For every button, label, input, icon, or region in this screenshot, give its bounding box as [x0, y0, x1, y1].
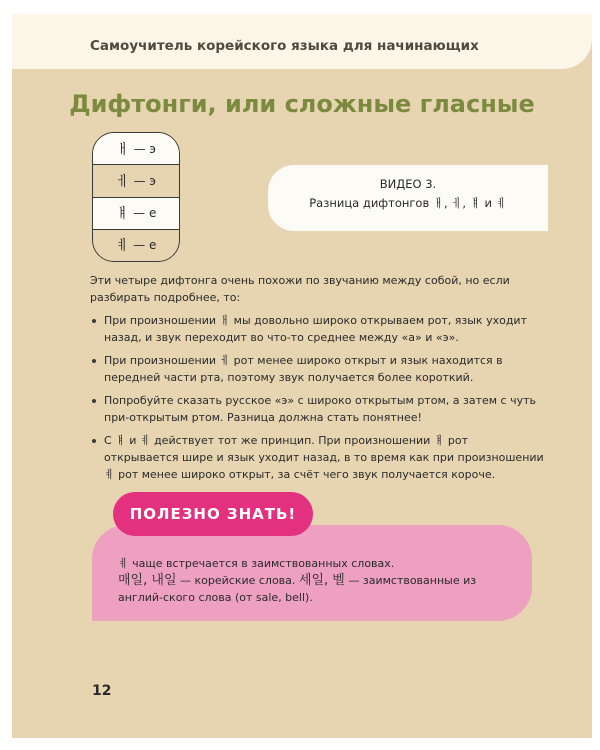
diphthong-sound: — е: [133, 238, 157, 253]
page-number: 12: [92, 683, 112, 699]
diphthong-sound: — е: [133, 206, 157, 221]
diphthong-sound: — э: [133, 173, 156, 188]
page-title: Дифтонги, или сложные гласные: [69, 90, 535, 118]
diphthong-table: [92, 132, 180, 262]
diphthong-jamo: ㅖ: [115, 238, 130, 255]
bullet-list: [90, 312, 546, 483]
tip-box: [92, 525, 532, 621]
diphthong-row: [93, 230, 179, 261]
tip-loan-text: — заимствованные из англий-ского слова (от sale, bell).: [118, 574, 477, 604]
video-caption: Разница дифтонгов ㅐ, ㅔ, ㅒ и ㅖ: [309, 196, 507, 210]
tip-label-badge: ПОЛЕЗНО ЗНАТЬ!: [113, 492, 313, 536]
bullet-item: Попробуйте сказать русское «э» с широко открытым ртом, а затем с чуть при-открытым ртом. Разница должна стать понятнее!: [90, 392, 546, 426]
diphthong-jamo: ㅒ: [115, 206, 130, 223]
intro-paragraph: Эти четыре дифтонга очень похожи по звучанию между собой, но если разбирать подробнее, то:: [90, 274, 510, 304]
diphthong-jamo: ㅐ: [116, 141, 130, 158]
video-label: ВИДЕО 3.: [379, 177, 437, 191]
header-band: [12, 14, 592, 69]
tip-native-text: — корейские слова.: [176, 574, 299, 587]
bullet-item: При произношении ㅔ рот менее широко открыт и язык находится в передней части рта, поэтому звук получается более короткий.: [90, 352, 546, 386]
book-page: [12, 14, 592, 738]
bullet-item: С ㅒ и ㅖ действует тот же принцип. При произношении ㅒ рот открывается шире и язык уходит назад, в то время как при произношении ㅖ рот менее широко открыт, за счёт чего звук получается короче.: [90, 432, 546, 483]
running-header: Самоучитель корейского языка для начинающих: [90, 38, 479, 54]
tip-korean-native: 매일, 내일: [118, 573, 177, 588]
diphthong-row: [93, 198, 179, 230]
diphthong-row: [93, 165, 179, 197]
tip-line-1: ㅖ чаще встречается в заимствованных словах.: [118, 557, 395, 570]
tip-line-2: [118, 572, 512, 606]
video-callout[interactable]: [268, 165, 548, 231]
bullet-item: При произношении ㅐ мы довольно широко открываем рот, язык уходит назад, и звук переходит во что-то среднее между «а» и «э».: [90, 312, 546, 346]
tip-korean-loan: 세일, 벨: [298, 573, 345, 588]
diphthong-sound: — э: [133, 141, 156, 156]
diphthong-jamo: ㅔ: [116, 173, 130, 190]
diphthong-row: [93, 133, 179, 165]
body-text: [90, 272, 546, 489]
